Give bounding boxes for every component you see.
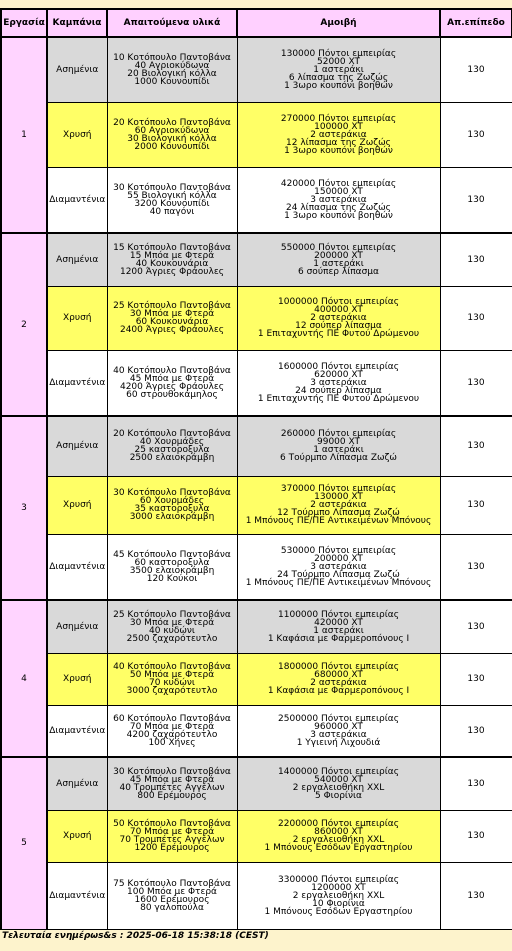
material-line: 1600 Ερέμουρος [134,894,210,905]
reward-line: 3 αστεράκια [310,729,367,740]
required-materials [107,37,237,102]
material-line: 15 Κοτόπουλο Παντοβάνα [113,242,231,253]
material-line: 60 Κουκουνάρια [135,317,209,327]
required-materials [107,233,237,286]
material-line: 30 Μπόα με Φτερά [129,309,215,319]
material-line: 35 καστοροξυλα [134,504,210,514]
material-line: 15 Μπόα με Φτερά [129,250,215,261]
reward-line: 24 σούπερ λίπασμα [295,385,382,396]
reward-line: 1 Μπόνους ΠΕ/ΠΕ Αντικειμένων Μπόνους [245,577,432,588]
material-line: 70 κυδώνι [149,678,195,688]
required-level: 130 [440,534,512,600]
table-row [1,416,512,476]
campaign-name: Διαμαντένια [47,350,107,416]
reward-line: 1 Επιταχυντής ΠΕ Φυτού Δρώμενου [257,393,420,404]
campaign-name: Χρυσή [47,102,107,167]
reward-line: 1200000 XT [311,882,366,893]
task-number: 3 [1,416,47,600]
material-line: 4200 ζαχαρότευτλο [126,729,218,740]
reward-line: 3 αστεράκια [310,377,367,388]
reward-line: 1 αστεράκι [313,258,364,269]
required-level: 130 [440,705,512,757]
campaign-name: Ασημένια [47,757,107,810]
reward [237,102,440,167]
required-materials [107,705,237,757]
reward-line: 960000 XT [314,721,363,732]
reward-line: 6 λίπασμα της Ζωζώς [288,72,389,83]
table-row [1,233,512,286]
header-campaign: Καμπάνια [47,9,107,37]
reward-line: 6 σούπερ λίπασμα [298,266,379,277]
reward-line: 3 αστεράκια [310,194,367,205]
reward-line: 1 3ωρο κουπόνι βοηθών [284,210,393,221]
reward-line: 150000 XT [314,186,363,197]
reward-line: 12 λίπασμα της Ζωζώς [286,137,391,148]
reward-line: 420000 Πόντοι εμπειρίας [280,178,397,189]
reward-line: 540000 XT [314,774,363,785]
material-line: 60 Κοτόπουλο Παντοβάνα [113,713,231,724]
reward-line: 200000 XT [314,250,363,261]
header-task: Εργασία [1,9,47,37]
reward-line: 6 Τούρμπο Λίπασμα Ζωζώ [280,453,397,464]
campaign-name: Διαμαντένια [47,534,107,600]
reward-line: 2 αστεράκια [310,678,367,688]
table-row [1,705,512,757]
campaign-name: Ασημένια [47,416,107,476]
material-line: 40 Κοτόπουλο Παντοβάνα [113,662,231,672]
required-level: 130 [440,102,512,167]
reward-line: 1 Υγιεινή Λιχουδιά [296,737,381,748]
reward-line: 5 Φιορίνια [315,790,362,801]
material-line: 55 Βιολογική κόλλα [127,190,217,201]
reward-line: 860000 XT [314,827,363,837]
table-row [1,757,512,810]
required-materials [107,534,237,600]
required-level: 130 [440,757,512,810]
material-line: 30 Κοτόπουλο Παντοβάνα [113,488,231,498]
required-level: 130 [440,167,512,233]
reward-line: 680000 XT [314,670,363,680]
required-materials [107,862,237,929]
material-line: 45 Μπόα με Φτερά [129,373,215,384]
material-line: 60 καστοροξυλα [134,557,210,568]
reward [237,416,440,476]
task-number: 5 [1,757,47,929]
campaign-name: Χρυσή [47,286,107,350]
reward-line: 1 Μπόνους Εσόδων Εργαστηρίου [264,906,413,917]
reward-line: 1 αστεράκι [313,64,364,75]
required-level: 130 [440,862,512,929]
material-line: 20 Κοτόπουλο Παντοβάνα [113,429,231,440]
required-level: 130 [440,476,512,534]
reward-line: 1 Μπόνους ΠΕ/ΠΕ Αντικειμένων Μπόνους [245,516,432,526]
required-level: 130 [440,233,512,286]
material-line: 3000 ζαχαρότευτλο [126,686,218,696]
reward-line: 2 εργαλειοθήκη XXL [292,890,385,901]
campaign-name: Χρυσή [47,810,107,862]
reward [237,534,440,600]
reward-line: 620000 XT [314,369,363,380]
reward [237,653,440,705]
reward-line: 10 Φιορίνια [312,898,365,909]
reward-line: 550000 Πόντοι εμπειρίας [280,242,397,253]
table-row [1,600,512,653]
required-materials [107,286,237,350]
reward-line: 2 αστεράκια [310,500,367,510]
material-line: 70 Τρομπέτες Αγγέλων [119,835,225,845]
campaign-name: Ασημένια [47,37,107,102]
reward-line: 2 εργαλειοθήκη XXL [292,835,385,845]
material-line: 30 Κοτόπουλο Παντοβάνα [113,766,231,777]
campaign-name: Ασημένια [47,233,107,286]
required-level: 130 [440,37,512,102]
material-line: 40 Κοτόπουλο Παντοβάνα [113,365,231,376]
reward-line: 1600000 Πόντοι εμπειρίας [278,361,399,372]
material-line: 40 Τρομπέτες Αγγέλων [119,782,225,793]
required-materials [107,600,237,653]
material-line: 2000 Κουνουπίδι [134,141,210,152]
material-line: 70 Μπόα με Φτερά [129,721,215,732]
material-line: 800 Ερέμουρος [137,790,207,801]
reward-line: 260000 Πόντοι εμπειρίας [280,429,397,440]
reward-line: 130000 XT [314,492,363,502]
reward-line: 1 Μπόνους Εσόδων Εργαστηρίου [264,843,413,853]
material-line: 60 Χουρμάδες [139,496,205,506]
material-line: 4200 Άγριες Φράουλες [119,381,224,392]
material-line: 60 στρουθοκάμηλος [126,389,218,400]
table-row [1,653,512,705]
reward [237,705,440,757]
reward-line: 1 Καφάσια με Φαρμεροπόνους Ι [267,633,410,644]
reward-line: 2 αστεράκια [310,129,367,140]
task-number: 2 [1,233,47,416]
material-line: 25 Κοτόπουλο Παντοβάνα [113,301,231,311]
reward-line: 1 3ωρο κουπόνι βοηθών [284,80,393,91]
material-line: 75 Κοτόπουλο Παντοβάνα [113,878,231,889]
reward-line: 400000 XT [314,305,363,315]
reward-line: 530000 Πόντοι εμπειρίας [280,545,397,556]
reward [237,233,440,286]
required-materials [107,653,237,705]
reward-line: 420000 XT [314,617,363,628]
campaign-name: Χρυσή [47,653,107,705]
reward-line: 99000 XT [317,437,360,448]
reward [237,862,440,929]
header-level: Απ.επίπεδο [440,9,512,37]
required-level: 130 [440,653,512,705]
material-line: 30 Κοτόπουλο Παντοβάνα [113,182,231,193]
material-line: 40 Κουκουνάρια [135,258,209,269]
required-materials [107,350,237,416]
required-materials [107,476,237,534]
material-line: 70 Μπόα με Φτερά [129,827,215,837]
material-line: 2500 ελαιοκράμβη [129,453,215,464]
table-row [1,534,512,600]
reward [237,167,440,233]
material-line: 40 παγόνι [149,206,195,217]
reward-line: 2500000 Πόντοι εμπειρίας [278,713,399,724]
material-line: 100 Χήνες [148,737,196,748]
reward [237,757,440,810]
material-line: 3200 Κουνουπίδι [134,198,210,209]
reward [237,350,440,416]
material-line: 2400 Άγριες Φράουλες [119,325,224,335]
required-materials [107,810,237,862]
material-line: 1200 Ερέμουρος [134,843,210,853]
reward-line: 24 λίπασμα της Ζωζώς [286,202,391,213]
material-line: 10 Κοτόπουλο Παντοβάνα [113,52,231,63]
required-materials [107,102,237,167]
campaign-name: Διαμαντένια [47,167,107,233]
reward [237,37,440,102]
header-reward: Αμοιβή [237,9,440,37]
reward-line: 12 σούπερ λίπασμα [295,321,382,331]
reward-line: 130000 Πόντοι εμπειρίας [280,48,397,59]
table-row [1,102,512,167]
reward-line: 1800000 Πόντοι εμπειρίας [278,662,399,672]
material-line: 3000 ελαιοκράμβη [129,512,215,522]
required-materials [107,416,237,476]
material-line: 1200 Άγριες Φράουλες [119,266,224,277]
reward-line: 270000 Πόντοι εμπειρίας [280,113,397,124]
material-line: 50 Κοτόπουλο Παντοβάνα [113,819,231,829]
reward-line: 1 Επιταχυντής ΠΕ Φυτού Δρώμενου [257,329,420,339]
task-number: 4 [1,600,47,757]
campaign-name: Ασημένια [47,600,107,653]
material-line: 40 Αγριοκύδωνα [134,60,210,71]
reward-line: 24 Τούρμπο Λίπασμα Ζωζώ [277,569,400,580]
material-line: 30 Μπόα με Φτερά [129,617,215,628]
material-line: 20 Βιολογική κόλλα [127,68,217,79]
table-row [1,476,512,534]
table-row [1,167,512,233]
reward-line: 2 αστεράκια [310,313,367,323]
material-line: 3500 ελαιοκράμβη [129,565,215,576]
table-body [1,37,512,929]
table-row [1,286,512,350]
reward-line: 3300000 Πόντοι εμπειρίας [278,874,399,885]
material-line: 80 γαλοπούλα [140,902,204,913]
reward-line: 3 αστεράκια [310,561,367,572]
reward-line: 200000 XT [314,553,363,564]
material-line: 2500 ζαχαρότευτλο [126,633,218,644]
task-number: 1 [1,37,47,233]
reward-line: 1000000 Πόντοι εμπειρίας [278,297,399,307]
last-updated: Τελευταία ενημέρωs&s : 2025-06-18 15:38:18 (CEST) [2,931,269,941]
reward-line: 1 αστεράκι [313,445,364,456]
required-level: 130 [440,600,512,653]
reward [237,286,440,350]
required-level: 130 [440,416,512,476]
material-line: 30 Βιολογική κόλλα [127,133,217,144]
campaign-name: Διαμαντένια [47,862,107,929]
campaign-name: Διαμαντένια [47,705,107,757]
reward-line: 1 3ωρο κουπόνι βοηθών [284,145,393,156]
table-row [1,350,512,416]
required-materials [107,757,237,810]
table-row [1,862,512,929]
material-line: 100 Μπόα με Φτερά [127,886,217,897]
required-level: 130 [440,286,512,350]
reward-line: 2 εργαλειοθήκη XXL [292,782,385,793]
material-line: 50 Μπόα με Φτερά [129,670,215,680]
required-level: 130 [440,810,512,862]
material-line: 120 Κούκοι [146,573,198,584]
reward-line: 1 Καφάσια με Φαρμεροπόνους Ι [267,686,410,696]
reward-line: 100000 XT [314,121,363,132]
table-row [1,37,512,102]
required-materials [107,167,237,233]
material-line: 45 Μπόα με Φτερά [129,774,215,785]
material-line: 25 καστοροξυλα [134,445,210,456]
header-row [1,9,512,37]
reward-line: 370000 Πόντοι εμπειρίας [280,484,397,494]
reward-line: 52000 XT [317,56,360,67]
required-level: 130 [440,350,512,416]
material-line: 1000 Κουνουπίδι [134,76,210,87]
tasks-table [0,8,512,930]
reward-line: 12 Τούρμπο Λίπασμα Ζωζώ [277,508,400,518]
material-line: 40 κυδώνι [149,625,195,636]
reward [237,810,440,862]
header-materials: Απαιτούμενα υλικά [107,9,237,37]
material-line: 40 Χουρμάδες [139,437,205,448]
table-row [1,810,512,862]
material-line: 20 Κοτόπουλο Παντοβάνα [113,117,231,128]
material-line: 25 Κοτόπουλο Παντοβάνα [113,609,231,620]
reward-line: 1100000 Πόντοι εμπειρίας [278,609,399,620]
reward-line: 1 αστεράκι [313,625,364,636]
reward-line: 1400000 Πόντοι εμπειρίας [278,766,399,777]
reward-line: 2200000 Πόντοι εμπειρίας [278,819,399,829]
reward [237,476,440,534]
reward [237,600,440,653]
campaign-name: Χρυσή [47,476,107,534]
material-line: 60 Αγριοκύδωνα [134,125,210,136]
material-line: 45 Κοτόπουλο Παντοβάνα [113,549,231,560]
